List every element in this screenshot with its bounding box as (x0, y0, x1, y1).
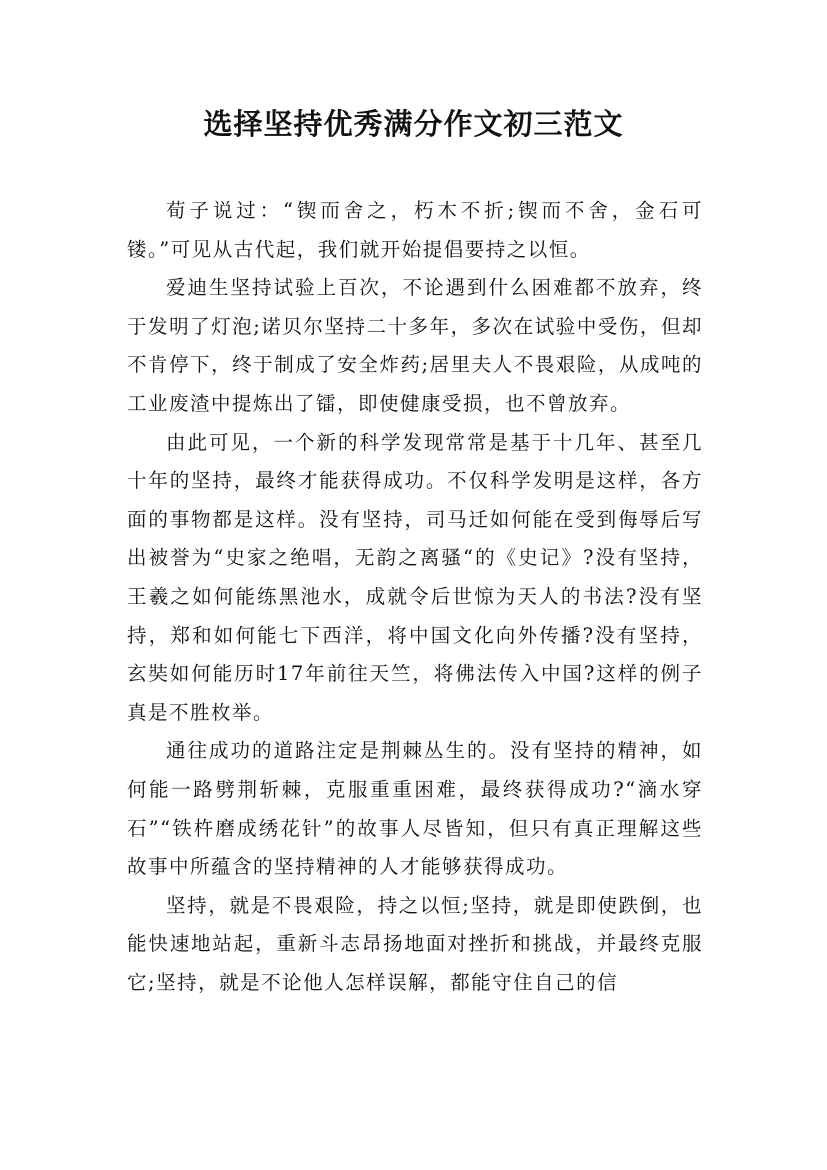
document-title: 选择坚持优秀满分作文初三范文 (203, 107, 624, 141)
paragraph-3: 由此可见，一个新的科学发现常常是基于十几年、甚至几十年的坚持，最终才能获得成功。不仅科学发明是这样，各方面的事物都是这样。没有坚持，司马迁如何能在受到侮辱后写出被誉为“史家之绝唱，无韵之离骚“的《史记》?没有坚持，王羲之如何能练黑池水，成就令后世惊为天人的书法?没有坚持，郑和如何能七下西洋，将中国文化向外传播?没有坚持，玄奘如何能历时17年前往天竺，将佛法传入中国?这样的例子真是不胜枚举。 (127, 430, 703, 724)
paragraph-2: 爱迪生坚持试验上百次，不论遇到什么困难都不放弃，终于发明了灯泡;诺贝尔坚持二十多年，多次在试验中受伤，但却不肯停下，终于制成了安全炸药;居里夫人不畏艰险，从成吨的工业废渣中提炼出了镭，即使健康受损，也不曾放弃。 (127, 276, 703, 415)
document-body (127, 192, 703, 1002)
paragraph-4: 通往成功的道路注定是荆棘丛生的。没有坚持的精神，如何能一路劈荆斩棘，克服重重困难，最终获得成功?“滴水穿石”“铁杵磨成绣花针”的故事人尽皆知，但只有真正理解这些故事中所蕴含的坚持精神的人才能够获得成功。 (127, 739, 703, 879)
paragraph-1: 荀子说过：“锲而舍之，朽木不折;锲而不舍，金石可镂。”可见从古代起，我们就开始提倡要持之以恒。 (127, 199, 703, 261)
paragraph-5: 坚持，就是不畏艰险，持之以恒;坚持，就是即使跌倒，也能快速地站起，重新斗志昂扬地面对挫折和挑战，并最终克服它;坚持，就是不论他人怎样误解，都能守住自己的信 (127, 893, 703, 994)
